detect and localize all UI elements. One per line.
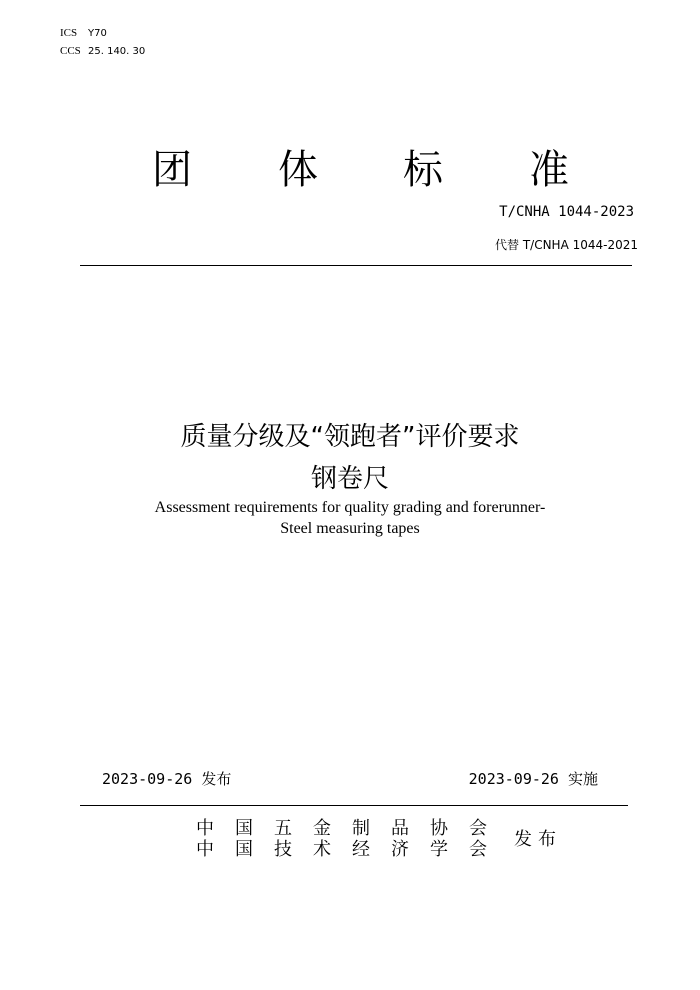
top-divider (80, 265, 632, 266)
publisher-char: 济 (391, 839, 409, 860)
title-en-line1: Assessment requirements for quality grading and forerunner- (154, 499, 546, 516)
ccs-value: 25. 140. 30 (88, 46, 146, 57)
replaces-standard: 代替 T/CNHA 1044-2021 (495, 238, 638, 252)
title-cn-line2: 钢卷尺 (310, 464, 389, 494)
standard-number: T/CNHA 1044-2023 (499, 204, 634, 220)
publisher-char: 学 (430, 839, 448, 860)
ics-label: ICS (60, 27, 78, 39)
publisher-char: 品 (391, 818, 409, 839)
title-cn-line1: 质量分级及“领跑者”评价要求 (180, 422, 520, 452)
ccs-code (60, 45, 145, 58)
publisher-char: 五 (274, 818, 292, 839)
publisher-char: 会 (469, 818, 487, 839)
implementation-date: 2023-09-26 实施 (468, 770, 598, 788)
publisher-line2 (196, 839, 508, 861)
release-date: 2023-09-26 发布 (102, 770, 232, 788)
publisher-char: 制 (352, 818, 370, 839)
publisher-char: 金 (313, 818, 331, 839)
bottom-divider (80, 805, 628, 806)
publisher-char: 中 (196, 839, 214, 860)
ccs-label: CCS (60, 45, 81, 57)
publisher-char: 中 (196, 818, 214, 839)
publish-char: 发 (514, 829, 532, 850)
publisher-char: 国 (235, 839, 253, 860)
title-en-line2: Steel measuring tapes (280, 520, 420, 537)
standard-type-char: 标 (403, 147, 443, 193)
publisher-char: 协 (430, 818, 448, 839)
standard-type-char: 团 (152, 147, 192, 193)
standard-type-char: 体 (278, 147, 318, 193)
ics-code (60, 27, 107, 40)
ics-value: Y70 (88, 28, 107, 39)
publisher-char: 术 (313, 839, 331, 860)
publisher-char: 技 (274, 839, 292, 860)
publish-label (514, 829, 562, 851)
publisher-char: 经 (352, 839, 370, 860)
publish-char: 布 (538, 829, 556, 850)
publisher-line1 (196, 818, 508, 840)
publisher-char: 国 (235, 818, 253, 839)
standard-type-char: 准 (529, 147, 569, 193)
publisher-char: 会 (469, 839, 487, 860)
